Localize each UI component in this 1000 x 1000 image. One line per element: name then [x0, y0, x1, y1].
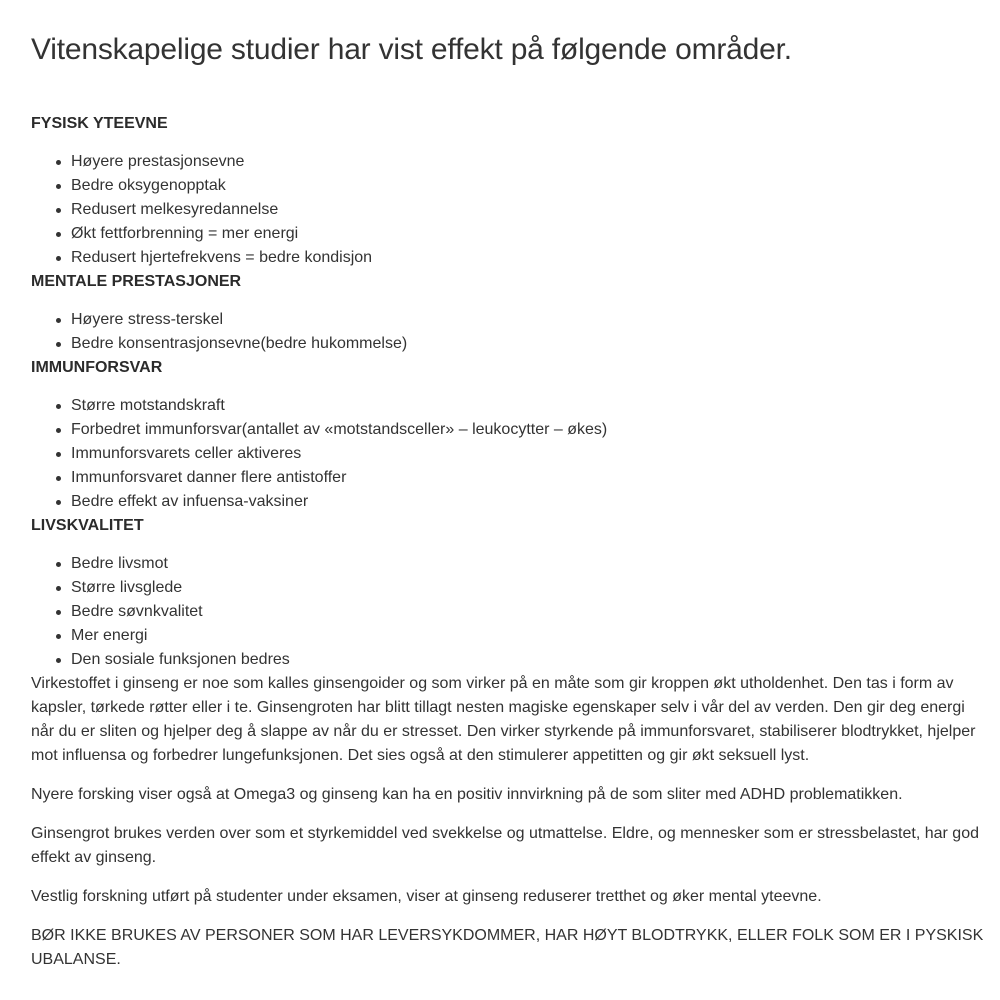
section-fysisk-yteevne — [31, 112, 984, 270]
list-item: Bedre livsmot — [71, 552, 984, 576]
section-livskvalitet — [31, 514, 984, 672]
section-heading: LIVSKVALITET — [31, 517, 144, 534]
benefit-sections — [31, 112, 984, 672]
list-item: Den sosiale funksjonen bedres — [71, 648, 984, 672]
list-item: Bedre søvnkvalitet — [71, 600, 984, 624]
section-immunforsvar — [31, 356, 984, 514]
list-item: Immunforsvarets celler aktiveres — [71, 442, 984, 466]
section-heading: MENTALE PRESTASJONER — [31, 273, 242, 290]
list-item: Forbedret immunforsvar(antallet av «motstandsceller» – leukocytter – økes) — [71, 418, 984, 442]
list-item: Mer energi — [71, 624, 984, 648]
section-heading: IMMUNFORSVAR — [31, 359, 163, 376]
list-item: Større motstandskraft — [71, 394, 984, 418]
list-item: Redusert melkesyredannelse — [71, 198, 984, 222]
list-item: Immunforsvaret danner flere antistoffer — [71, 466, 984, 490]
benefit-list — [31, 552, 984, 672]
benefit-list — [31, 394, 984, 514]
list-item: Bedre effekt av infuensa-vaksiner — [71, 490, 984, 514]
paragraph-adhd: Nyere forsking viser også at Omega3 og ginseng kan ha en positiv innvirkning på de som sliter med ADHD problematikken. — [31, 786, 903, 803]
list-item: Bedre oksygenopptak — [71, 174, 984, 198]
list-item: Bedre konsentrasjonsevne(bedre hukommelse) — [71, 332, 984, 356]
paragraph-virkestoff: Virkestoffet i ginseng er noe som kalles ginsengoider og som virker på en måte som gir kroppen økt utholdenhet. Den tas i form av kapsler, tørkede røtter eller i te. Ginsengroten har blitt tillagt nesten magiske egenskaper selv i vår del av verden. Den gir deg energi når du er sliten og hjelper deg å slappe av når du er stresset. Den virker styrkende på immunforsvaret, stabiliserer blodtrykket, hjelper mot influensa og forbedrer lungefunksjonen. Det sies også at den stimulerer appetitten og gir økt seksuell lyst. — [31, 675, 976, 764]
page-title: Vitenskapelige studier har vist effekt på følgende områder. — [31, 33, 792, 66]
body-text — [31, 672, 984, 972]
benefit-list — [31, 150, 984, 270]
list-item: Redusert hjertefrekvens = bedre kondisjon — [71, 246, 984, 270]
section-mentale-prestasjoner — [31, 270, 984, 356]
list-item: Økt fettforbrenning = mer energi — [71, 222, 984, 246]
paragraph-forskning: Vestlig forskning utført på studenter under eksamen, viser at ginseng reduserer tretthet og øker mental yteevne. — [31, 888, 822, 905]
list-item: Større livsglede — [71, 576, 984, 600]
list-item: Høyere prestasjonsevne — [71, 150, 984, 174]
paragraph-styrkemiddel: Ginsengrot brukes verden over som et styrkemiddel ved svekkelse og utmattelse. Eldre, og mennesker som er stressbelastet, har god effekt av ginseng. — [31, 825, 979, 866]
section-heading: FYSISK YTEEVNE — [31, 115, 168, 132]
benefit-list — [31, 308, 984, 356]
warning-paragraph: BØR IKKE BRUKES AV PERSONER SOM HAR LEVERSYKDOMMER, HAR HØYT BLODTRYKK, ELLER FOLK SOM ER I PYSKISK UBALANSE. — [31, 927, 984, 968]
list-item: Høyere stress-terskel — [71, 308, 984, 332]
